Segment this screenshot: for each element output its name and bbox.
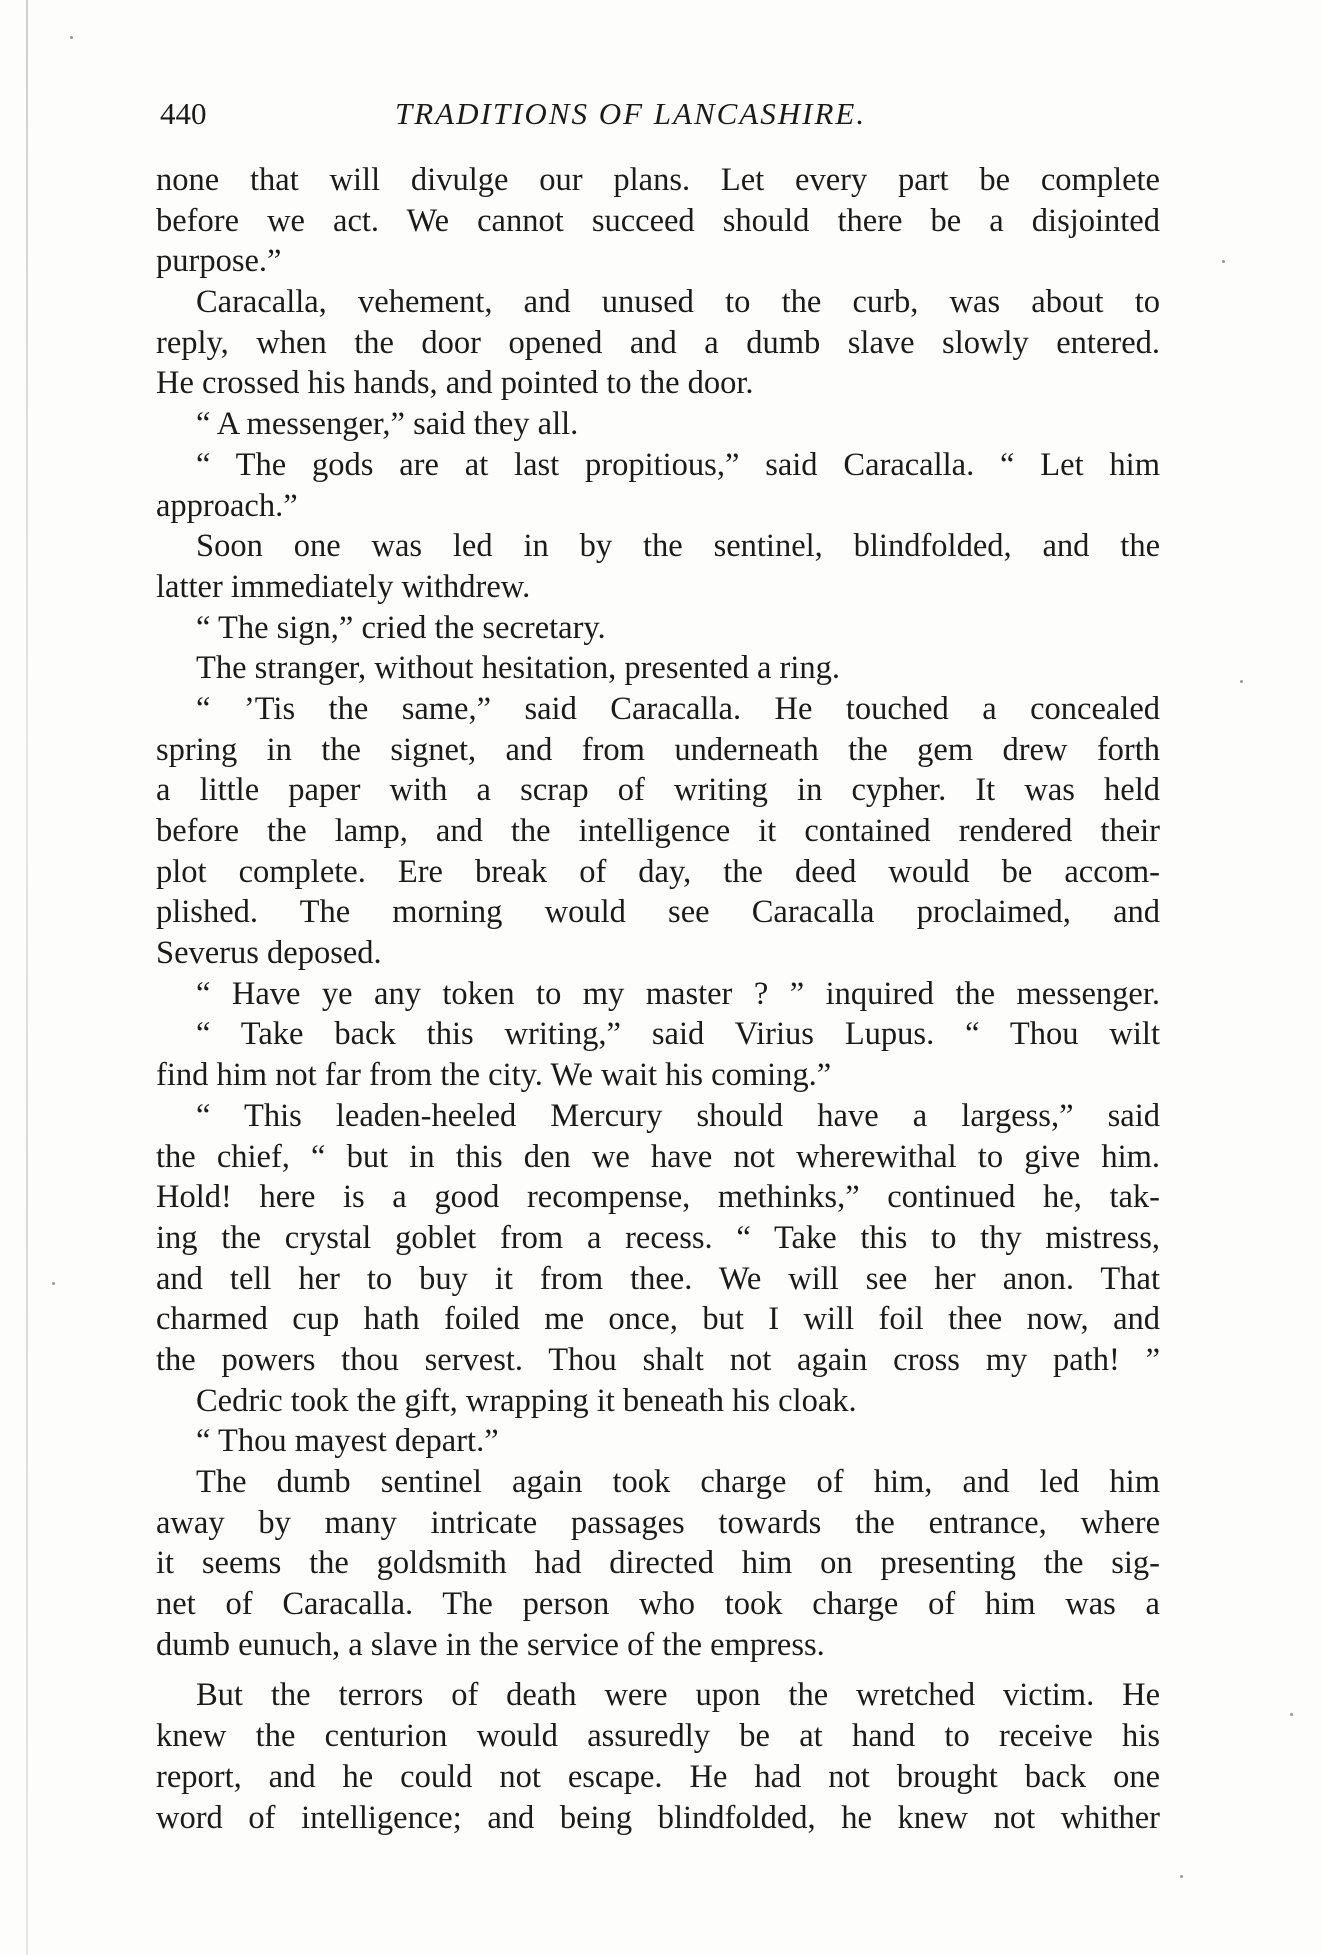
page-number: 440 <box>160 96 207 131</box>
text-line: reply, when the door opened and a dumb slave slowly entered. <box>156 324 1160 361</box>
text-line: But the terrors of death were upon the wretched victim. He <box>196 1677 1160 1714</box>
text-line: the chief, “ but in this den we have not wherewithal to give him. <box>156 1138 1160 1175</box>
text-line: purpose.” <box>156 243 282 280</box>
text-line: ing the crystal goblet from a recess. “ Take this to thy mistress, <box>156 1219 1160 1256</box>
text-line: charmed cup hath foiled me once, but I will foil thee now, and <box>156 1301 1160 1338</box>
text-line: spring in the signet, and from underneath the gem drew forth <box>156 731 1160 768</box>
text-line: The stranger, without hesitation, presented a ring. <box>196 650 841 687</box>
text-line: plished. The morning would see Caracalla proclaimed, and <box>156 894 1160 931</box>
text-line: “ Have ye any token to my master ? ” inquired the messenger. <box>196 975 1160 1012</box>
text-line: latter immediately withdrew. <box>156 568 531 605</box>
text-line: “ The gods are at last propitious,” said Caracalla. “ Let him <box>196 446 1160 483</box>
text-line: dumb eunuch, a slave in the service of the empress. <box>156 1626 825 1663</box>
text-line: it seems the goldsmith had directed him on presenting the sig- <box>156 1545 1160 1582</box>
text-line: Cedric took the gift, wrapping it beneath his cloak. <box>196 1382 857 1419</box>
text-line: the powers thou servest. Thou shalt not again cross my path! ” <box>156 1341 1160 1378</box>
text-line: net of Caracalla. The person who took charge of him was a <box>156 1586 1160 1623</box>
print-speck <box>1240 680 1243 683</box>
text-line: Caracalla, vehement, and unused to the curb, was about to <box>196 284 1160 321</box>
text-line: away by many intricate passages towards the entrance, where <box>156 1504 1160 1541</box>
text-line: report, and he could not escape. He had not brought back one <box>156 1758 1160 1795</box>
text-line: knew the centurion would assuredly be at hand to receive his <box>156 1718 1160 1755</box>
text-line: plot complete. Ere break of day, the deed would be accom- <box>156 853 1160 890</box>
print-speck <box>1222 260 1225 263</box>
text-line: and tell her to buy it from thee. We will see her anon. That <box>156 1260 1160 1297</box>
text-line: He crossed his hands, and pointed to the door. <box>156 365 754 402</box>
text-line: “ Take back this writing,” said Virius Lupus. “ Thou wilt <box>196 1016 1160 1053</box>
print-speck <box>70 36 73 39</box>
text-line: “ Thou mayest depart.” <box>196 1423 499 1460</box>
paragraph-gap <box>156 1665 1160 1675</box>
text-line: a little paper with a scrap of writing in cypher. It was held <box>156 772 1160 809</box>
print-speck <box>1290 1713 1293 1716</box>
text-line: “ This leaden-heeled Mercury should have a largess,” said <box>196 1097 1160 1134</box>
print-speck <box>1180 1875 1183 1878</box>
text-line: “ The sign,” cried the secretary. <box>196 609 606 646</box>
binding-gutter-line <box>26 0 28 1955</box>
text-line: word of intelligence; and being blindfolded, he knew not whither <box>156 1799 1160 1836</box>
text-line: none that will divulge our plans. Let every part be complete <box>156 162 1160 198</box>
print-speck <box>52 1282 55 1285</box>
text-line: “ A messenger,” said they all. <box>196 406 579 443</box>
text-line: Soon one was led in by the sentinel, blindfolded, and the <box>196 528 1160 565</box>
text-line: find him not far from the city. We wait his coming.” <box>156 1057 832 1094</box>
text-line: Hold! here is a good recompense, methinks,” continued he, tak- <box>156 1179 1160 1216</box>
text-line: The dumb sentinel again took charge of him, and led him <box>196 1464 1160 1500</box>
text-line: before we act. We cannot succeed should there be a disjointed <box>156 202 1160 239</box>
page-header <box>160 96 1160 140</box>
body-text <box>156 160 1160 1838</box>
text-line: before the lamp, and the intelligence it contained rendered their <box>156 813 1160 849</box>
text-line: “ ’Tis the same,” said Caracalla. He touched a concealed <box>196 690 1160 727</box>
running-title: TRADITIONS OF LANCASHIRE. <box>395 96 867 131</box>
text-line: approach.” <box>156 487 298 524</box>
text-line: Severus deposed. <box>156 935 382 972</box>
